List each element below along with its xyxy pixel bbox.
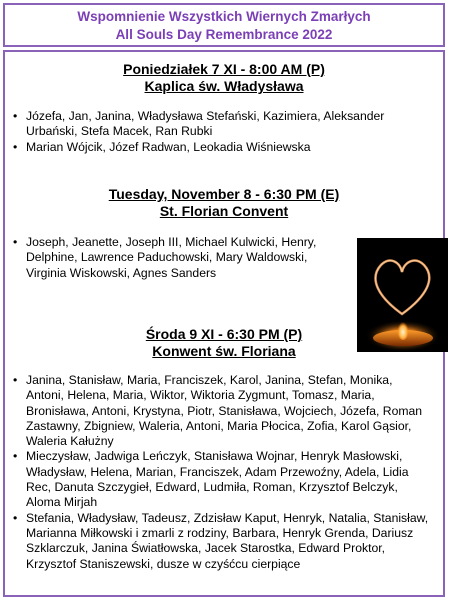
section-wednesday-location: Konwent św. Floriana	[152, 343, 296, 359]
title-english: All Souls Day Remembrance 2022	[115, 27, 333, 42]
list-item: • Stefania, Władysław, Tadeusz, Zdzisław Kaput, Henryk, Natalia, Stanisław, Marianna Miłkowski i zmarli z rodziny, Barbara, Henryk Grenda, Dariusz Szklarczuk, Janina Światłowska, Jacek Starostka, Edward Proktor, Krzysztof Staniszewski, dusze w czyśćcu cierpiące	[13, 511, 431, 572]
heart-candle-icon	[357, 238, 448, 352]
section-tuesday-list	[5, 235, 349, 281]
section-monday-time: Poniedziałek 7 XI - 8:00 AM (P)	[123, 61, 325, 77]
title-polish: Wspomnienie Wszystkich Wiernych Zmarłych	[77, 9, 371, 24]
section-monday-location: Kaplica św. Władysława	[144, 78, 304, 94]
section-tuesday-time: Tuesday, November 8 - 6:30 PM (E)	[108, 186, 340, 202]
list-item: • Mieczysław, Jadwiga Leńczyk, Stanisława Wojnar, Henryk Masłowski, Władysław, Helena, Marian, Franciszek, Adam Przewoźny, Adela, Lidia Rec, Danuta Szczygieł, Edward, Ludmiła, Roman, Krzysztof Belczyk, Aloma Mirjah	[13, 449, 431, 510]
title-box	[3, 3, 445, 47]
list-item: • Józefa, Jan, Janina, Władysława Stefański, Kazimiera, Aleksander Urbański, Stefa Macek, Ran Rubki	[13, 109, 431, 140]
section-tuesday-location: St. Florian Convent	[159, 203, 289, 219]
section-monday-heading	[5, 61, 443, 95]
section-wednesday-time: Środa 9 XI - 6:30 PM (P)	[145, 326, 303, 342]
section-monday-list	[5, 109, 431, 155]
section-tuesday-heading	[5, 186, 443, 220]
list-item: • Joseph, Jeanette, Joseph III, Michael Kulwicki, Henry, Delphine, Lawrence Paduchowski, Mary Waldowski, Virginia Wiskowski, Agnes Sanders	[13, 235, 349, 281]
section-wednesday-list	[5, 373, 431, 572]
list-item: • Janina, Stanisław, Maria, Franciszek, Karol, Janina, Stefan, Monika, Antoni, Helena, Maria, Wiktor, Wiktoria Zygmunt, Tomasz, Maria, Bronisława, Antoni, Krystyna, Piotr, Stanisława, Wojciech, Józefa, Roman Zastawny, Zbigniew, Waleria, Antoni, Maria Płocica, Zofia, Karol Gąsior, Waleria Kałużny	[13, 373, 431, 449]
heart-candle-graphic	[357, 238, 448, 352]
list-item: • Marian Wójcik, Józef Radwan, Leokadia Wiśniewska	[13, 140, 431, 155]
